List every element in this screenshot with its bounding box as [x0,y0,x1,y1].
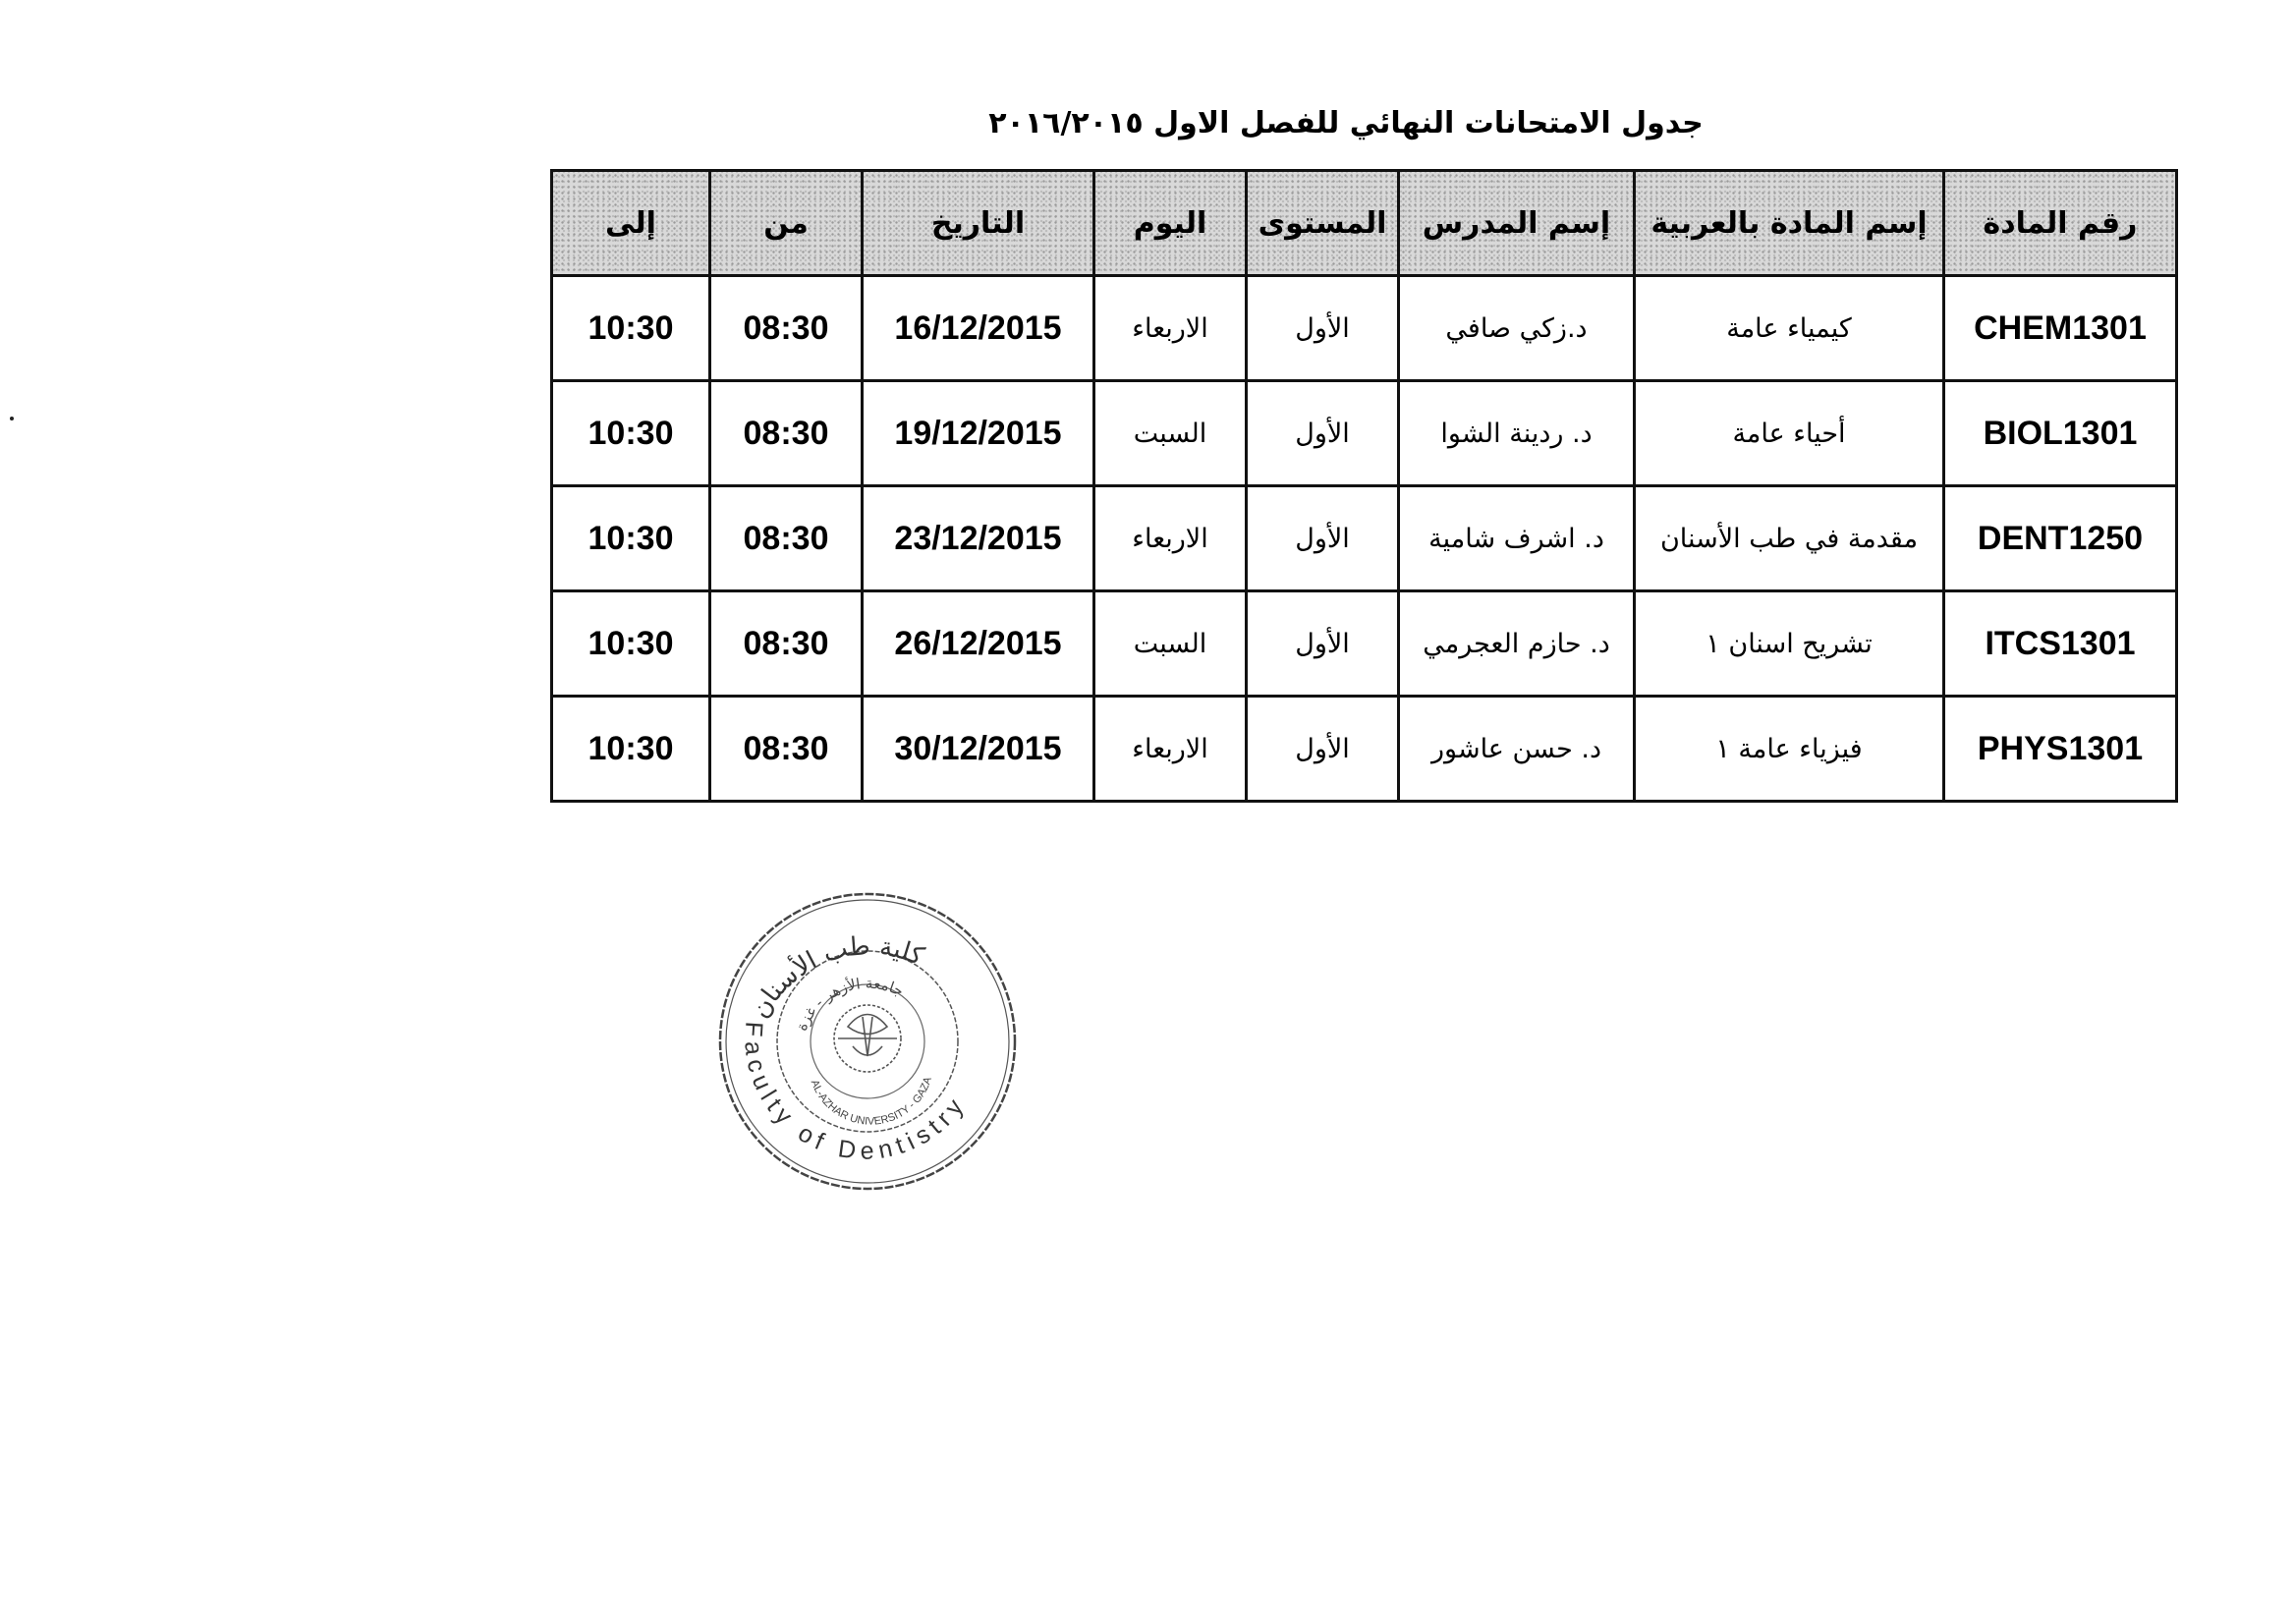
cell-instructor: د. ردينة الشوا [1399,381,1635,486]
cell-to: 10:30 [552,591,710,697]
cell-to: 10:30 [552,697,710,802]
cell-course-name: أحياء عامة [1635,381,1944,486]
table-row [552,381,2177,486]
cell-day: السبت [1094,591,1247,697]
cell-instructor: د. حسن عاشور [1399,697,1635,802]
cell-course-code: BIOL1301 [1944,381,2177,486]
cell-from: 08:30 [710,591,863,697]
table-row [552,591,2177,697]
exam-schedule-table [550,169,2178,803]
table-row [552,486,2177,591]
cell-date: 26/12/2015 [863,591,1094,697]
cell-date: 16/12/2015 [863,276,1094,381]
faculty-seal [715,889,1020,1194]
cell-date: 23/12/2015 [863,486,1094,591]
cell-course-code: CHEM1301 [1944,276,2177,381]
cell-instructor: د.زكي صافي [1399,276,1635,381]
cell-from: 08:30 [710,276,863,381]
cell-day: الاربعاء [1094,276,1247,381]
header-date: التاريخ [863,171,1094,276]
cell-level: الأول [1247,591,1399,697]
cell-day: الاربعاء [1094,486,1247,591]
header-level: المستوى [1247,171,1399,276]
cell-to: 10:30 [552,381,710,486]
header-from: من [710,171,863,276]
cell-day: الاربعاء [1094,697,1247,802]
seal-inner-arabic: جامعة الأزهر - غزة [792,974,907,1034]
cell-course-name: تشريح اسنان ١ [1635,591,1944,697]
cell-course-name: مقدمة في طب الأسنان [1635,486,1944,591]
seal-outer-english: Faculty of Dentistry [739,1020,973,1166]
cell-course-name: كيمياء عامة [1635,276,1944,381]
seal-inner-english: AL-AZHAR UNIVERSITY - GAZA [808,1075,934,1128]
header-course-code: رقم المادة [1944,171,2177,276]
cell-instructor: د. حازم العجرمي [1399,591,1635,697]
header-instructor: إسم المدرس [1399,171,1635,276]
cell-from: 08:30 [710,697,863,802]
page-title: جدول الامتحانات النهائي للفصل الاول ٢٠١٦/٢٠١٥ [988,106,1704,140]
table-row [552,697,2177,802]
cell-from: 08:30 [710,486,863,591]
cell-from: 08:30 [710,381,863,486]
cell-level: الأول [1247,697,1399,802]
header-course-name: إسم المادة بالعربية [1635,171,1944,276]
seal-outer-arabic: كلية طب الأسنان [745,931,928,1024]
cell-to: 10:30 [552,486,710,591]
cell-course-name: فيزياء عامة ١ [1635,697,1944,802]
header-to: إلى [552,171,710,276]
cell-level: الأول [1247,381,1399,486]
cell-date: 19/12/2015 [863,381,1094,486]
cell-to: 10:30 [552,276,710,381]
cell-date: 30/12/2015 [863,697,1094,802]
cell-level: الأول [1247,276,1399,381]
cell-day: السبت [1094,381,1247,486]
header-day: اليوم [1094,171,1247,276]
cell-course-code: ITCS1301 [1944,591,2177,697]
stray-dot [10,417,14,420]
table-row [552,276,2177,381]
table-header-row [552,171,2177,276]
seal-emblem-icon [834,1005,901,1072]
cell-level: الأول [1247,486,1399,591]
cell-course-code: PHYS1301 [1944,697,2177,802]
cell-course-code: DENT1250 [1944,486,2177,591]
cell-instructor: د. اشرف شامية [1399,486,1635,591]
